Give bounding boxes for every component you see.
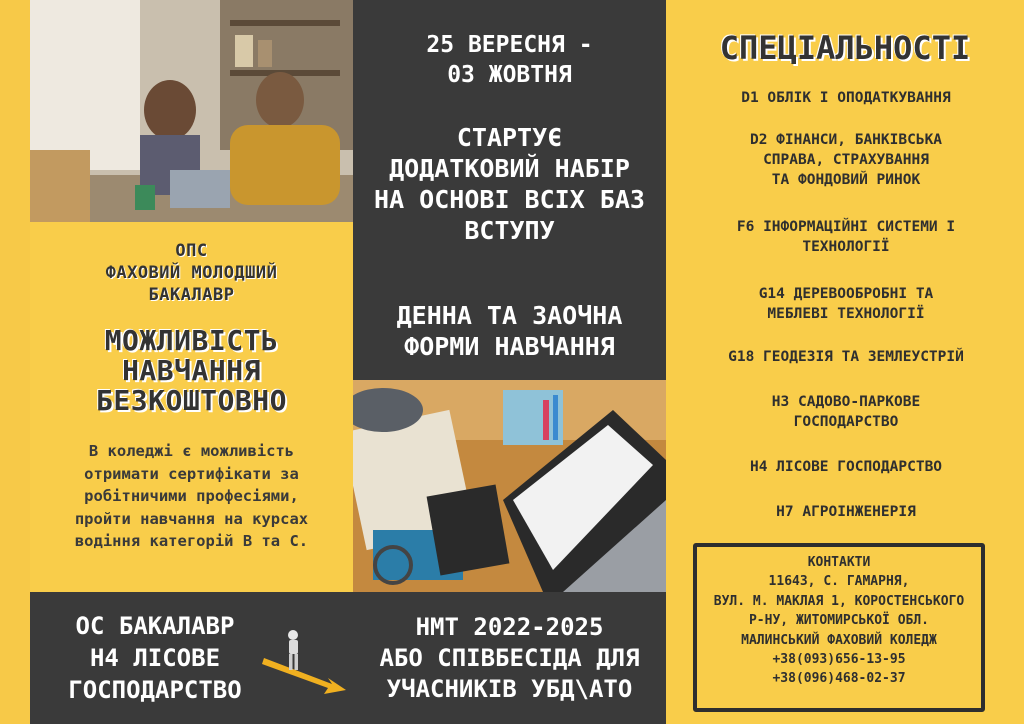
bachelor-line: Н4 ЛІСОВЕ bbox=[89, 644, 221, 672]
specialty-line: ГОСПОДАРСТВО bbox=[793, 414, 899, 430]
specialty-line: МЕБЛЕВІ ТЕХНОЛОГІЇ bbox=[767, 306, 925, 322]
cert-line: робітничими професіями, bbox=[84, 487, 299, 505]
dates-line: 25 ВЕРЕСНЯ - bbox=[426, 32, 593, 58]
start-line: ВСТУПУ bbox=[464, 216, 555, 245]
specialty-line: D1 ОБЛІК І ОПОДАТКУВАННЯ bbox=[741, 90, 951, 106]
specialty-line: ТА ФОНДОВИЙ РИНОК bbox=[771, 172, 921, 188]
specialty-item bbox=[696, 457, 996, 477]
cert-line: отримати сертифікати за bbox=[84, 464, 299, 483]
specialty-item bbox=[696, 502, 996, 522]
start-line: ДОДАТКОВИЙ НАБІР bbox=[389, 154, 630, 183]
cert-line: В коледжі є можливість bbox=[88, 442, 295, 460]
ops-line: ФАХОВИЙ МОЛОДШИЙ bbox=[105, 263, 278, 283]
specialty-line: D2 ФІНАНСИ, БАНКІВСЬКА bbox=[749, 132, 943, 148]
program-level-heading bbox=[30, 240, 353, 306]
specialty-item bbox=[696, 392, 996, 432]
free-line: МОЖЛИВІСТЬ bbox=[104, 324, 279, 357]
specialty-item bbox=[696, 217, 996, 257]
specialty-item bbox=[696, 88, 996, 108]
start-line: НА ОСНОВІ ВСІХ БАЗ bbox=[374, 185, 645, 214]
nmt-line: УЧАСНИКІВ УБД\АТО bbox=[386, 675, 633, 703]
contacts-address: ВУЛ. М. МАКЛАЯ 1, КОРОСТЕНСЬКОГО bbox=[713, 593, 965, 609]
specialty-line: СПРАВА, СТРАХУВАННЯ bbox=[763, 152, 929, 168]
specialty-line: G18 ГЕОДЕЗІЯ ТА ЗЕМЛЕУСТРІЙ bbox=[728, 349, 964, 365]
contacts-address: 11643, С. ГАМАРНЯ, bbox=[768, 574, 910, 590]
nmt-line: НМТ 2022-2025 bbox=[415, 613, 604, 641]
start-line: СТАРТУЄ bbox=[456, 123, 563, 152]
free-line: БЕЗКОШТОВНО bbox=[96, 384, 287, 417]
dates-line: 03 ЖОВТНЯ bbox=[447, 62, 572, 88]
specialty-line: F6 ІНФОРМАЦІЙНІ СИСТЕМИ І bbox=[736, 219, 956, 235]
study-forms-heading bbox=[353, 300, 666, 362]
nmt-admission-heading bbox=[353, 612, 666, 705]
certificates-text bbox=[30, 440, 353, 553]
contacts-box bbox=[693, 543, 985, 712]
specialty-line: ТЕХНОЛОГІЇ bbox=[802, 239, 890, 255]
specialty-line: G14 ДЕРЕВООБРОБНІ ТА bbox=[758, 286, 934, 302]
bachelor-line: ГОСПОДАРСТВО bbox=[68, 676, 242, 704]
free-study-heading bbox=[30, 326, 353, 416]
specialties-title: СПЕЦІАЛЬНОСТІ bbox=[719, 29, 971, 67]
specialty-line: H4 ЛІСОВЕ ГОСПОДАРСТВО bbox=[749, 459, 943, 475]
walking-person-arrow-icon bbox=[262, 628, 348, 698]
bachelor-program-heading bbox=[30, 610, 280, 706]
specialty-line: H3 САДОВО-ПАРКОВЕ bbox=[771, 394, 921, 410]
specialty-item bbox=[696, 284, 996, 324]
specialty-line: H7 АГРОІНЖЕНЕРІЯ bbox=[776, 504, 916, 520]
forms-line: ФОРМИ НАВЧАННЯ bbox=[404, 332, 615, 361]
ops-line: ОПС bbox=[175, 241, 208, 261]
cert-line: водіння категорій В та С. bbox=[74, 532, 309, 550]
specialty-item bbox=[696, 347, 996, 367]
contacts-phone: +38(096)468-02-37 bbox=[772, 671, 906, 687]
contacts-phone: +38(093)656-13-95 bbox=[772, 652, 906, 668]
contacts-address: Р-НУ, ЖИТОМИРСЬКОЇ ОБЛ. bbox=[748, 613, 929, 629]
admission-dates bbox=[353, 30, 666, 90]
ops-line: БАКАЛАВР bbox=[148, 285, 235, 305]
students-photo bbox=[30, 0, 353, 222]
bachelor-line: ОС БАКАЛАВР bbox=[75, 612, 235, 640]
forms-line: ДЕННА ТА ЗАОЧНА bbox=[396, 301, 623, 330]
laptop-desk-photo bbox=[353, 380, 666, 592]
contacts-college-name: МАЛИНСЬКИЙ ФАХОВИЙ КОЛЕДЖ bbox=[741, 632, 937, 648]
contacts-heading: КОНТАКТИ bbox=[807, 555, 871, 570]
free-line: НАВЧАННЯ bbox=[122, 354, 261, 387]
cert-line: пройти навчання на курсах bbox=[74, 509, 309, 528]
additional-admission-heading bbox=[353, 122, 666, 246]
nmt-line: АБО СПІВБЕСІДА ДЛЯ bbox=[379, 644, 640, 672]
specialty-item bbox=[696, 130, 996, 190]
